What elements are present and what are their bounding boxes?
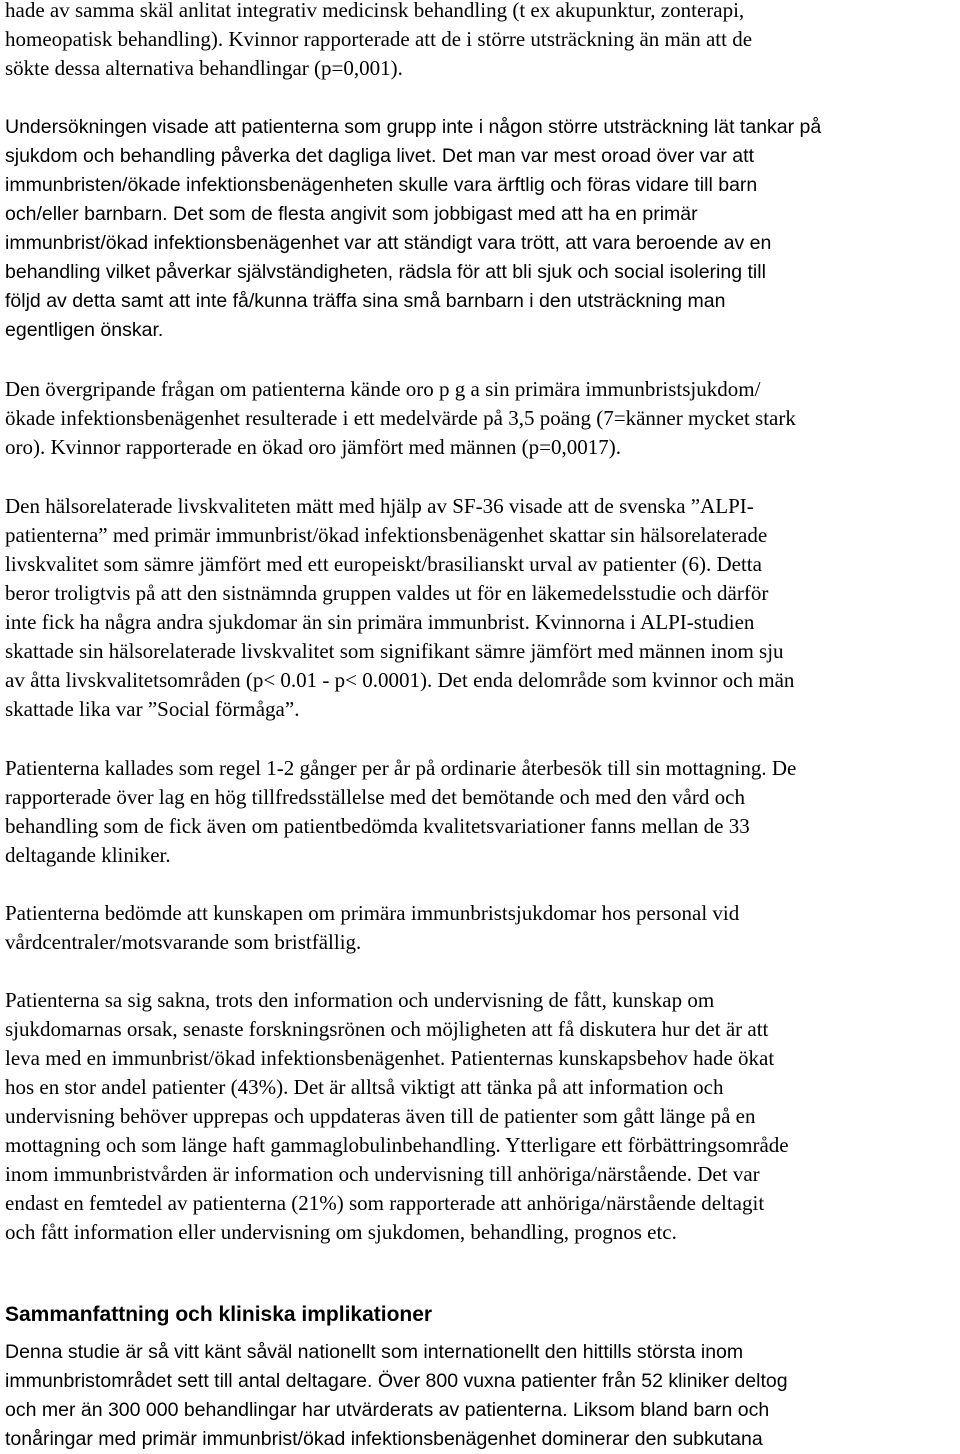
text-line: Patienterna kallades som regel 1-2 gånger per år på ordinarie återbesök till sin mottagning. De <box>5 756 797 780</box>
text-line: följd av detta samt att inte få/kunna träffa sina små barnbarn i den utsträckning man <box>5 290 726 312</box>
text-line: rapporterade över lag en hög tillfredsställelse med det bemötande och med den vård och <box>5 785 745 809</box>
text-line: inte fick ha några andra sjukdomar än sin primära immunbrist. Kvinnorna i ALPI-studien <box>5 610 755 634</box>
text-line: immunbrist/ökad infektionsbenägenhet var att ständigt vara trött, att vara beroende av en <box>5 232 772 254</box>
text-line: behandling som de fick även om patientbedömda kvalitetsvariationer fanns mellan de 33 <box>5 814 750 838</box>
text-line: deltagande kliniker. <box>5 843 171 867</box>
text-line: hade av samma skäl anlitat integrativ medicinsk behandling (t ex akupunktur, zonterapi, <box>5 0 745 22</box>
summary-section <box>5 1338 960 1454</box>
paragraph-quality-of-life <box>5 492 794 724</box>
text-line: livskvalitet som sämre jämfört med ett europeiskt/brasilianskt urval av patienter (6). Detta <box>5 552 762 576</box>
paragraph-follow-up-visits <box>5 754 796 870</box>
text-line: sjukdom och behandling påverka det dagliga livet. Det man var mest oroad över var att <box>5 145 754 167</box>
text-line: homeopatisk behandling). Kvinnor rapporterade att de i större utsträckning än män att de <box>5 27 753 51</box>
text-line: Undersökningen visade att patienterna som grupp inte i någon större utsträckning lät tankar på <box>5 116 822 138</box>
text-line: oro). Kvinnor rapporterade en ökad oro jämfört med männen (p=0,0017). <box>5 435 621 459</box>
text-line: ökade infektionsbenägenhet resulterade i ett medelvärde på 3,5 poäng (7=känner mycket stark <box>5 406 796 430</box>
text-line: Patienterna bedömde att kunskapen om primära immunbristsjukdomar hos personal vid <box>5 901 740 925</box>
text-line: behandling vilket påverkar självständigheten, rädsla för att bli sjuk och social isolering till <box>5 261 766 283</box>
paragraph-staff-knowledge <box>5 899 739 957</box>
paragraph-overall-worry <box>5 375 796 462</box>
text-line: Denna studie är så vitt känt såväl nationellt som internationellt den hittills största inom <box>5 1341 744 1363</box>
text-line: undervisning behöver upprepas och uppdateras även till de patienter som gått länge på en <box>5 1104 756 1128</box>
paragraph-alternative-treatments <box>5 0 752 83</box>
text-line: vårdcentraler/motsvarande som bristfällig. <box>5 930 362 954</box>
text-line: Den hälsorelaterade livskvaliteten mätt med hjälp av SF-36 visade att de svenska ”ALPI- <box>5 494 754 518</box>
text-line: leva med en immunbrist/ökad infektionsbenägenhet. Patienternas kunskapsbehov hade ökat <box>5 1046 775 1070</box>
text-line: och fått information eller undervisning om sjukdomen, behandling, prognos etc. <box>5 1220 677 1244</box>
text-line: av åtta livskvalitetsområden (p< 0.01 - p< 0.0001). Det enda delområde som kvinnor och män <box>5 668 795 692</box>
text-line: hos en stor andel patienter (43%). Det är alltså viktigt att tänka på att information och <box>5 1075 724 1099</box>
text-line: inom immunbristvården är information och undervisning till anhöriga/närstående. Det var <box>5 1162 760 1186</box>
section-heading: Sammanfattning och kliniska implikationer <box>5 1303 433 1326</box>
text-line: skattade lika var ”Social förmåga”. <box>5 697 300 721</box>
text-line: immunbristen/ökade infektionsbenägenheten skulle vara ärftlig och föras vidare till barn <box>5 174 758 196</box>
text-line: beror troligtvis på att den sistnämnda gruppen valdes ut för en läkemedelsstudie och därför <box>5 581 769 605</box>
paragraph-daily-life-impact <box>5 113 821 345</box>
text-line: egentligen önskar. <box>5 319 164 341</box>
text-line: sökte dessa alternativa behandlingar (p=0,001). <box>5 56 403 80</box>
text-line: endast en femtedel av patienterna (21%) som rapporterade att anhöriga/närstående deltagit <box>5 1191 765 1215</box>
text-line: Den övergripande frågan om patienterna kände oro p g a sin primära immunbristsjukdom/ <box>5 377 761 401</box>
paragraph-information-needs <box>5 986 789 1247</box>
text-line: Patienterna sa sig sakna, trots den information och undervisning de fått, kunskap om <box>5 988 715 1012</box>
text-line: tonåringar med primär immunbrist/ökad infektionsbenägenhet dominerar den subkutana <box>5 1428 763 1450</box>
text-line: patienterna” med primär immunbrist/ökad infektionsbenägenhet skattar sin hälsorelaterade <box>5 523 768 547</box>
text-line: mottagning och som länge haft gammaglobulinbehandling. Ytterligare ett förbättringsområde <box>5 1133 789 1157</box>
text-line: sjukdomarnas orsak, senaste forskningsrönen och möjligheten att få diskutera hur det är att <box>5 1017 769 1041</box>
paragraph-summary <box>5 1338 960 1454</box>
text-line: och mer än 300 000 behandlingar har utvärderats av patienterna. Liksom bland barn och <box>5 1399 770 1421</box>
text-line: och/eller barnbarn. Det som de flesta angivit som jobbigast med att ha en primär <box>5 203 698 225</box>
text-line: skattade sin hälsorelaterade livskvalitet som signifikant sämre jämfört med männen inom sju <box>5 639 784 663</box>
text-line: immunbristområdet sett till antal deltagare. Över 800 vuxna patienter från 52 kliniker deltog <box>5 1370 788 1392</box>
